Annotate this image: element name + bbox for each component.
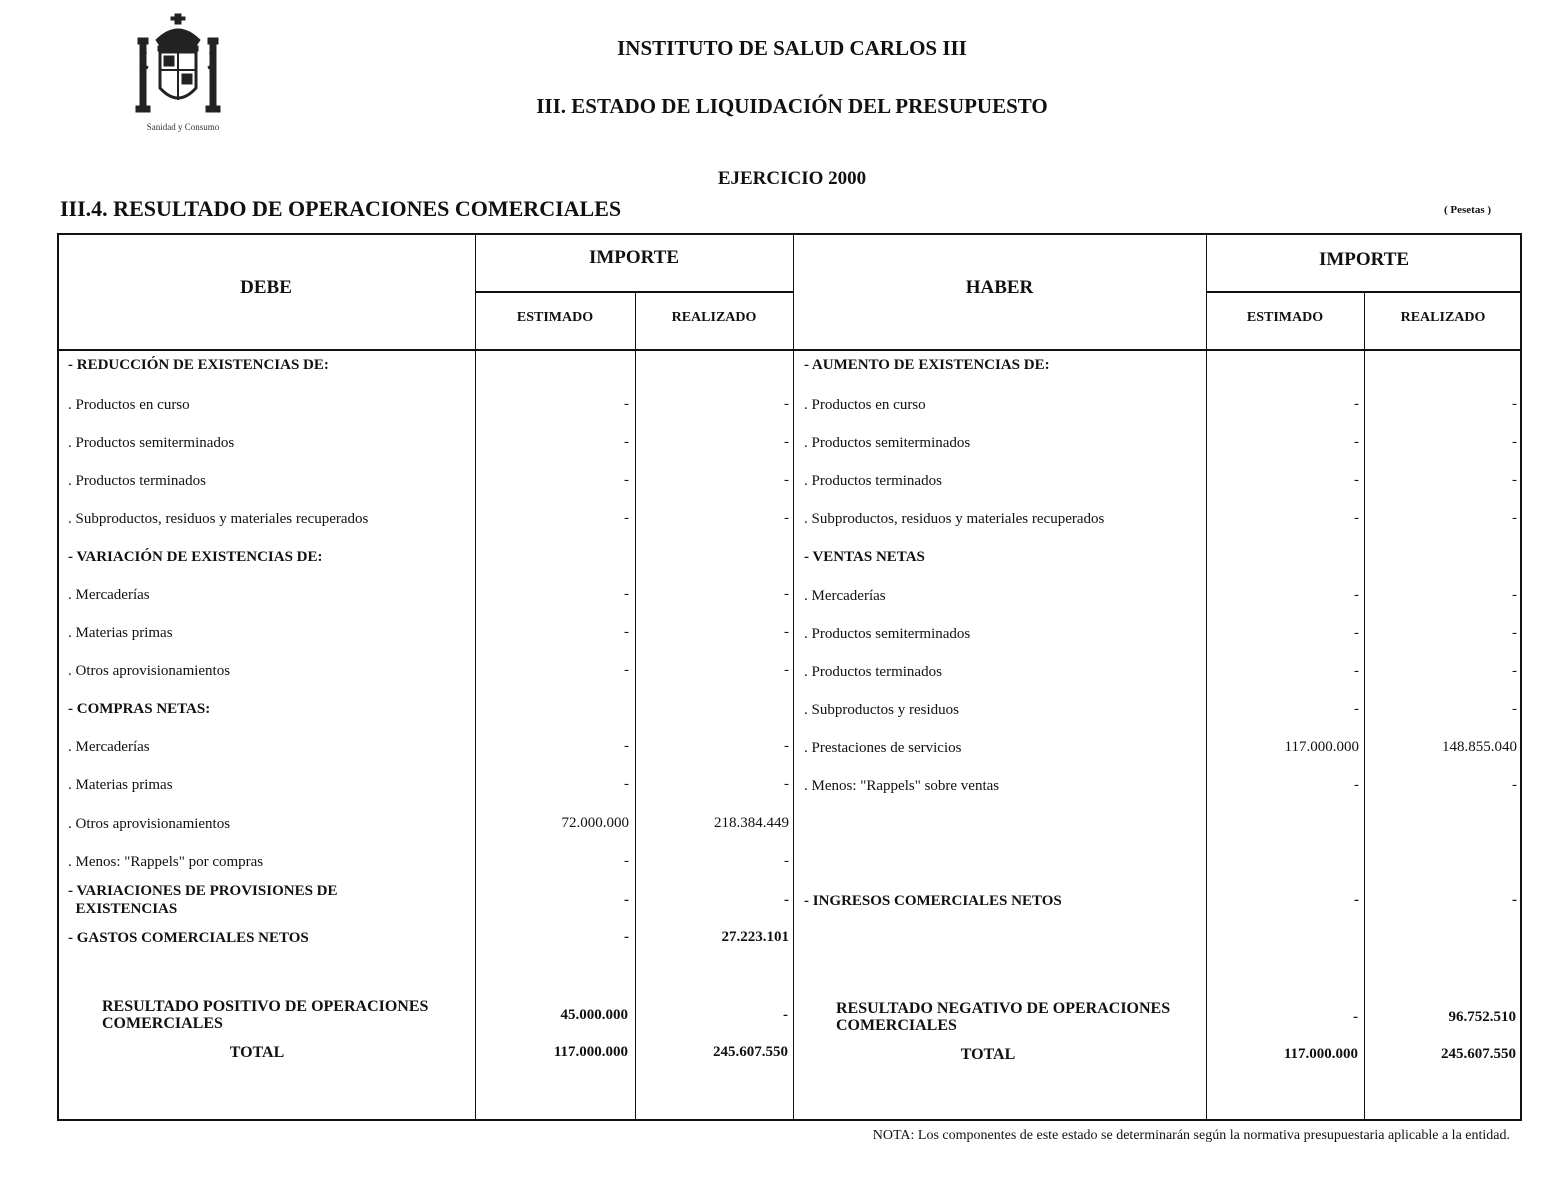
total-debe-label: TOTAL (229, 1044, 285, 1061)
total-haber-estimado: 117.000.000 (1283, 1046, 1358, 1062)
debe-row-realizado: 218.384.449 (714, 815, 789, 831)
haber-row-realizado: - (1512, 701, 1517, 717)
haber-row-label: . Productos terminados (804, 473, 942, 489)
haber-row-label: . Subproductos, residuos y materiales recuperados (804, 511, 1105, 527)
debe-row-label: . Materias primas (68, 625, 173, 641)
haber-row-estimado: - (1354, 472, 1359, 488)
debe-row-label: - COMPRAS NETAS: (68, 701, 211, 717)
debe-row-realizado: - (784, 434, 789, 450)
haber-row-estimado: - (1354, 587, 1359, 603)
haber-row-estimado: - (1354, 396, 1359, 412)
debe-row-estimado: - (624, 662, 629, 678)
debe-row-label: . Mercaderías (68, 587, 150, 603)
debe-row-realizado: - (784, 510, 789, 526)
haber-row-label: - AUMENTO DE EXISTENCIAS DE: (804, 357, 1050, 373)
debe-row-label: - GASTOS COMERCIALES NETOS (68, 930, 309, 946)
debe-row-realizado: - (784, 586, 789, 602)
debe-row-label: - VARIACIONES DE PROVISIONES DE EXISTENCIAS (68, 883, 338, 917)
debe-row-estimado: - (624, 929, 629, 945)
realizado-header-haber: REALIZADO (1400, 310, 1486, 325)
resultado-negativo-estimado: - (1353, 1009, 1358, 1025)
section-title: III.4. RESULTADO DE OPERACIONES COMERCIALES (60, 196, 622, 221)
debe-row-label: . Productos terminados (68, 473, 206, 489)
debe-row-realizado: - (784, 662, 789, 678)
haber-row-realizado: - (1512, 396, 1517, 412)
debe-row-estimado: 72.000.000 (561, 815, 629, 831)
haber-row-estimado: 117.000.000 (1284, 739, 1359, 755)
total-debe-realizado: 245.607.550 (713, 1044, 788, 1060)
debe-row-realizado: - (784, 892, 789, 908)
haber-row-label: . Productos terminados (804, 664, 942, 680)
debe-row-estimado: - (624, 853, 629, 869)
haber-row-realizado: - (1512, 472, 1517, 488)
haber-header: HABER (965, 277, 1034, 298)
haber-row-label: . Prestaciones de servicios (804, 740, 962, 756)
haber-row-label: - VENTAS NETAS (804, 549, 925, 565)
total-haber-label: TOTAL (960, 1046, 1016, 1063)
header-divider (1206, 291, 1522, 293)
debe-row-estimado: - (624, 586, 629, 602)
haber-row-estimado: - (1354, 625, 1359, 641)
debe-row-estimado: - (624, 776, 629, 792)
haber-row-label: . Productos semiterminados (804, 626, 971, 642)
col-divider (793, 233, 794, 1121)
haber-row-label: . Menos: "Rappels" sobre ventas (804, 778, 1000, 794)
statement-title: III. ESTADO DE LIQUIDACIÓN DEL PRESUPUESTO (536, 94, 1048, 118)
debe-row-estimado: - (624, 396, 629, 412)
haber-row-label: . Productos en curso (804, 397, 926, 413)
debe-row-estimado: - (624, 892, 629, 908)
resultado-negativo-realizado: 96.752.510 (1448, 1009, 1516, 1025)
debe-row-label: . Productos semiterminados (68, 435, 235, 451)
haber-row-estimado: - (1354, 510, 1359, 526)
haber-row-realizado: - (1512, 587, 1517, 603)
haber-row-realizado: - (1512, 777, 1517, 793)
debe-row-estimado: - (624, 624, 629, 640)
haber-row-label: . Mercaderías (804, 588, 886, 604)
debe-row-realizado: - (784, 776, 789, 792)
footnote: NOTA: Los componentes de este estado se determinarán según la normativa presupuestaria aplicable a la entidad. (872, 1128, 1510, 1143)
haber-row-realizado: - (1512, 625, 1517, 641)
haber-row-estimado: - (1354, 434, 1359, 450)
debe-row-label: . Subproductos, residuos y materiales recuperados (68, 511, 369, 527)
debe-row-estimado: - (624, 510, 629, 526)
debe-row-label: - VARIACIÓN DE EXISTENCIAS DE: (68, 549, 323, 565)
haber-row-label: - INGRESOS COMERCIALES NETOS (804, 893, 1062, 909)
importe-header-haber: IMPORTE (1318, 249, 1410, 270)
realizado-header-debe: REALIZADO (671, 310, 757, 325)
logo-caption: Sanidad y Consumo (146, 122, 220, 132)
estimado-header-debe: ESTIMADO (516, 310, 594, 325)
haber-row-realizado: - (1512, 892, 1517, 908)
haber-row-estimado: - (1354, 701, 1359, 717)
haber-row-label: . Subproductos y residuos (804, 702, 959, 718)
resultado-negativo-label: RESULTADO NEGATIVO DE OPERACIONES COMERCIALES (836, 1000, 1171, 1034)
haber-row-estimado: - (1354, 663, 1359, 679)
debe-row-realizado: - (784, 472, 789, 488)
debe-row-label: . Mercaderías (68, 739, 150, 755)
debe-row-realizado: - (784, 853, 789, 869)
resultado-positivo-label: RESULTADO POSITIVO DE OPERACIONES COMERCIALES (102, 998, 429, 1032)
col-divider (635, 292, 636, 1121)
haber-row-realizado: - (1512, 510, 1517, 526)
debe-row-realizado: - (784, 396, 789, 412)
haber-row-realizado: - (1512, 434, 1517, 450)
header-divider (475, 291, 793, 293)
debe-row-label: - REDUCCIÓN DE EXISTENCIAS DE: (68, 357, 329, 373)
estimado-header-haber: ESTIMADO (1246, 310, 1324, 325)
total-haber-realizado: 245.607.550 (1441, 1046, 1516, 1062)
haber-row-estimado: - (1354, 777, 1359, 793)
debe-row-realizado: 27.223.101 (721, 929, 789, 945)
haber-row-realizado: 148.855.040 (1442, 739, 1517, 755)
institution-title: INSTITUTO DE SALUD CARLOS III (617, 36, 967, 60)
debe-row-label: . Materias primas (68, 777, 173, 793)
resultado-positivo-realizado: - (783, 1007, 788, 1023)
importe-header-debe: IMPORTE (588, 247, 680, 268)
debe-row-label: . Otros aprovisionamientos (68, 816, 231, 832)
header-bottom-rule (57, 349, 1522, 351)
debe-row-label: . Productos en curso (68, 397, 190, 413)
haber-row-label: . Productos semiterminados (804, 435, 971, 451)
currency-unit: ( Pesetas ) (1444, 204, 1492, 216)
total-debe-estimado: 117.000.000 (553, 1044, 628, 1060)
fiscal-year: EJERCICIO 2000 (717, 168, 867, 189)
haber-row-realizado: - (1512, 663, 1517, 679)
debe-row-estimado: - (624, 434, 629, 450)
resultado-positivo-estimado: 45.000.000 (560, 1007, 628, 1023)
debe-row-estimado: - (624, 738, 629, 754)
debe-row-realizado: - (784, 738, 789, 754)
haber-row-estimado: - (1354, 892, 1359, 908)
debe-row-estimado: - (624, 472, 629, 488)
debe-row-label: . Otros aprovisionamientos (68, 663, 231, 679)
debe-row-realizado: - (784, 624, 789, 640)
debe-row-label: . Menos: "Rappels" por compras (68, 854, 264, 870)
debe-header: DEBE (240, 277, 292, 298)
